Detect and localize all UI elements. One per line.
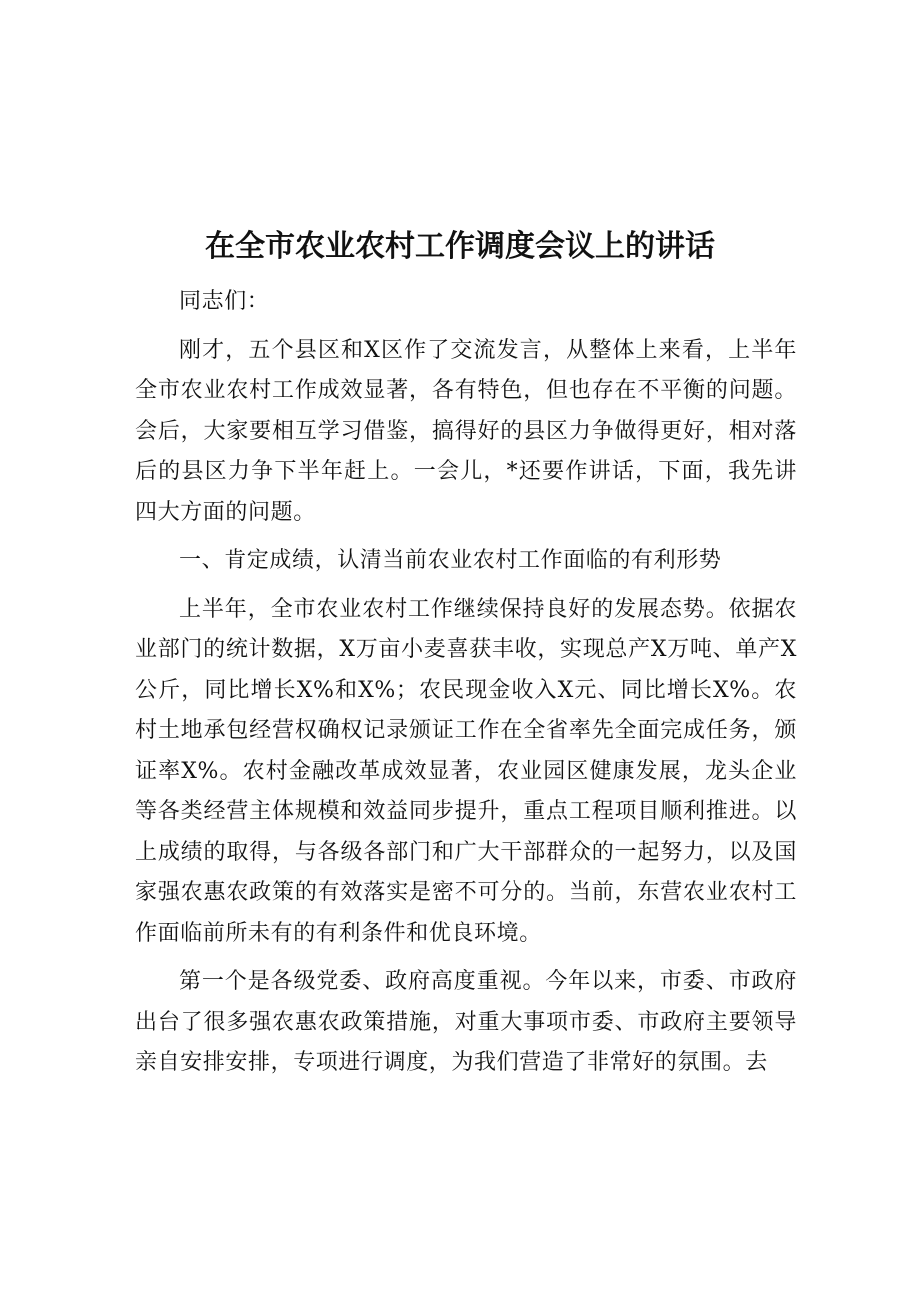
document-body [135, 282, 797, 1084]
greeting-line: 同志们： [179, 289, 270, 314]
section-heading-1: 一、肯定成绩，认清当前农业农村工作面临的有利形势 [179, 548, 722, 573]
paragraph-achievements: 上半年，全市农业农村工作继续保持良好的发展态势。依据农业部门的统计数据，X万亩小麦喜获丰收，实现总产X万吨、单产X公斤，同比增长X%和X%；农民现金收入X元、同比增长X%。农村土地承包经营权确权记录颁证工作在全省率先全面完成任务，颁证率X%。农村金融改革成效显著，农业园区健康发展，龙头企业等各类经营主体规模和效益同步提升，重点工程项目顺利推进。以上成绩的取得，与各级各部门和广大干部群众的一起努力，以及国家强农惠农政策的有效落实是密不可分的。当前，东营农业农村工作面临前所未有的有利条件和优良环境。 [135, 596, 797, 946]
document-title: 在全市农业农村工作调度会议上的讲话 [205, 229, 715, 264]
paragraph-intro: 刚才，五个县区和X区作了交流发言，从整体上来看，上半年全市农业农村工作成效显著，各有特色，但也存在不平衡的问题。会后，大家要相互学习借鉴，搞得好的县区力争做得更好，相对落后的县区力争下半年赶上。一会儿，*还要作讲话，下面，我先讲四大方面的问题。 [135, 337, 797, 525]
paragraph-first-point: 第一个是各级党委、政府高度重视。今年以来，市委、市政府出台了很多强农惠农政策措施，对重大事项市委、市政府主要领导亲自安排安排，专项进行调度，为我们营造了非常好的氛围。去 [135, 969, 797, 1075]
